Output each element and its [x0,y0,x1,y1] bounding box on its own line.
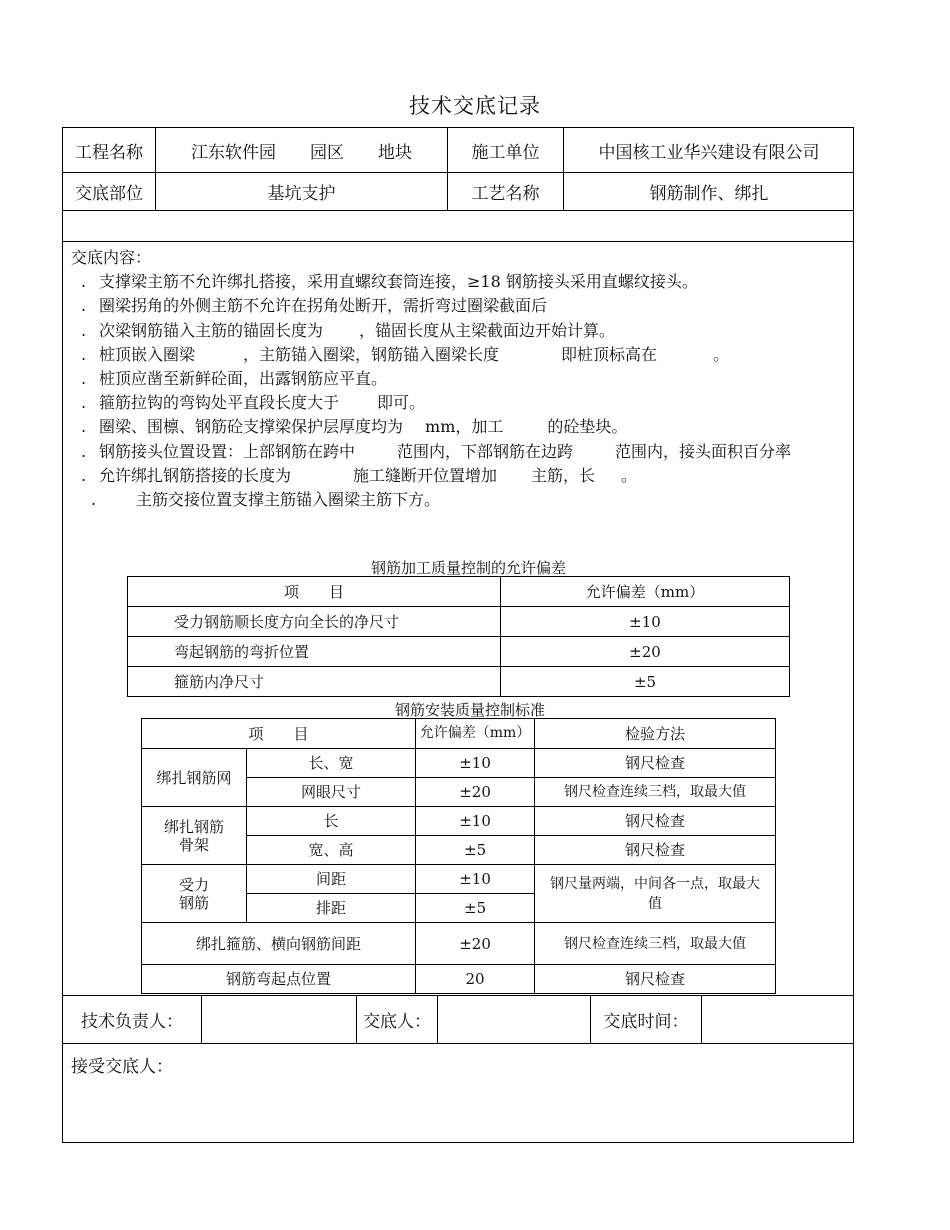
process-label: 工艺名称 [471,184,540,204]
table-row: 钢筋弯起点位置 20 钢尺检查 [142,965,776,994]
list-item: . 主筋交接位置支撑主筋锚入圈梁主筋下方。 [91,490,441,510]
receiver-signature-field[interactable] [63,1078,853,1142]
receiver-label: 接受交底人： [71,1057,173,1077]
discloser-label: 交底人： [363,1012,431,1032]
disclosure-form [62,127,854,1143]
tech-lead-label: 技术负责人： [81,1012,183,1032]
table-row: 弯起钢筋的弯折位置 ±20 [128,637,790,667]
list-item: . 允许绑扎钢筋搭接的长度为 施工缝断开位置增加 主筋，长 。 [81,465,638,485]
content-heading: 交底内容： [71,248,152,267]
project-name-part: 园区 [310,142,344,163]
time-field[interactable] [702,996,854,1043]
list-item: . 圈梁拐角的外侧主筋不允许在拐角处断开，需折弯过圈梁截面后 [81,296,548,316]
list-item: . 支撑梁主筋不允许绑扎搭接，采用直螺纹套筒连接，≥18 钢筋接头采用直螺纹接头。 [81,272,698,292]
document-title: 技术交底记录 [409,94,541,118]
time-label: 交底时间： [603,1012,689,1032]
table-row: 箍筋内净尺寸 ±5 [128,667,790,697]
table2-header-tolerance: 允许偏差（mm） [416,719,535,749]
table-row: 受力钢筋顺长度方向全长的净尺寸 ±10 [128,607,790,637]
table-row: 绑扎钢筋骨架 长 ±10 钢尺检查 [142,807,776,836]
installation-standard-table [141,718,776,994]
project-name-value [156,128,447,172]
list-item: . 次梁钢筋锚入主筋的锚固长度为 ，锚固长度从主梁截面边开始计算。 [81,320,616,340]
project-name-label: 工程名称 [75,142,143,163]
list-item: . 箍筋拉钩的弯钩处平直段长度大于 即可。 [81,393,426,413]
table2-header-item: 项 目 [142,719,416,749]
list-item: . 圈梁、围檩、钢筋砼支撑梁保护层厚度均为 mm，加工 的砼垫块。 [81,417,628,437]
table2-header-method: 检验方法 [535,719,776,749]
group-frame: 绑扎钢筋骨架 [142,807,247,865]
table-row: 宽、高 ±5 钢尺检查 [142,836,776,865]
row-divider [63,1043,853,1044]
table-row: 网眼尺寸 ±20 钢尺检查连续三档，取最大值 [142,778,776,807]
group-mesh: 绑扎钢筋网 [142,749,247,807]
table1-caption: 钢筋加工质量控制的允许偏差 [371,559,567,577]
disclosure-content [71,246,846,512]
row-divider [63,210,853,211]
construction-unit-value: 中国核工业华兴建设有限公司 [598,142,820,163]
table-row: 排距 ±5 [142,894,776,923]
table-row: 绑扎箍筋、横向钢筋间距 ±20 钢尺检查连续三档，取最大值 [142,923,776,965]
process-value: 钢筋制作、绑扎 [649,184,769,204]
table-row: 受力钢筋 间距 ±10 钢尺量两端，中间各一点，取最大值 [142,865,776,894]
processing-tolerance-table [127,576,790,697]
table1-header-item: 项 目 [128,577,501,607]
project-name-part: 江东软件园 [191,142,276,163]
project-name-part: 地块 [378,142,412,163]
group-main: 受力钢筋 [142,865,247,923]
list-item: . 桩顶嵌入圈梁 ，主筋锚入圈梁，钢筋锚入圈梁长度 即桩顶标高在 。 [81,344,730,364]
part-label: 交底部位 [75,184,143,204]
row-divider [63,241,853,242]
discloser-signature-field[interactable] [438,996,590,1043]
list-item: . 桩顶应凿至新鲜砼面，出露钢筋应平直。 [81,369,388,389]
part-value: 基坑支护 [267,184,336,204]
list-item: . 钢筋接头位置设置：上部钢筋在跨中 范围内，下部钢筋在边跨 范围内，接头面积百分率 [81,441,792,461]
table1-header-tolerance: 允许偏差（mm） [501,577,790,607]
tech-lead-signature-field[interactable] [202,996,356,1043]
construction-unit-label: 施工单位 [471,142,540,163]
table-row: 绑扎钢筋网 长、宽 ±10 钢尺检查 [142,749,776,778]
table2-caption: 钢筋安装质量控制标准 [395,701,546,719]
